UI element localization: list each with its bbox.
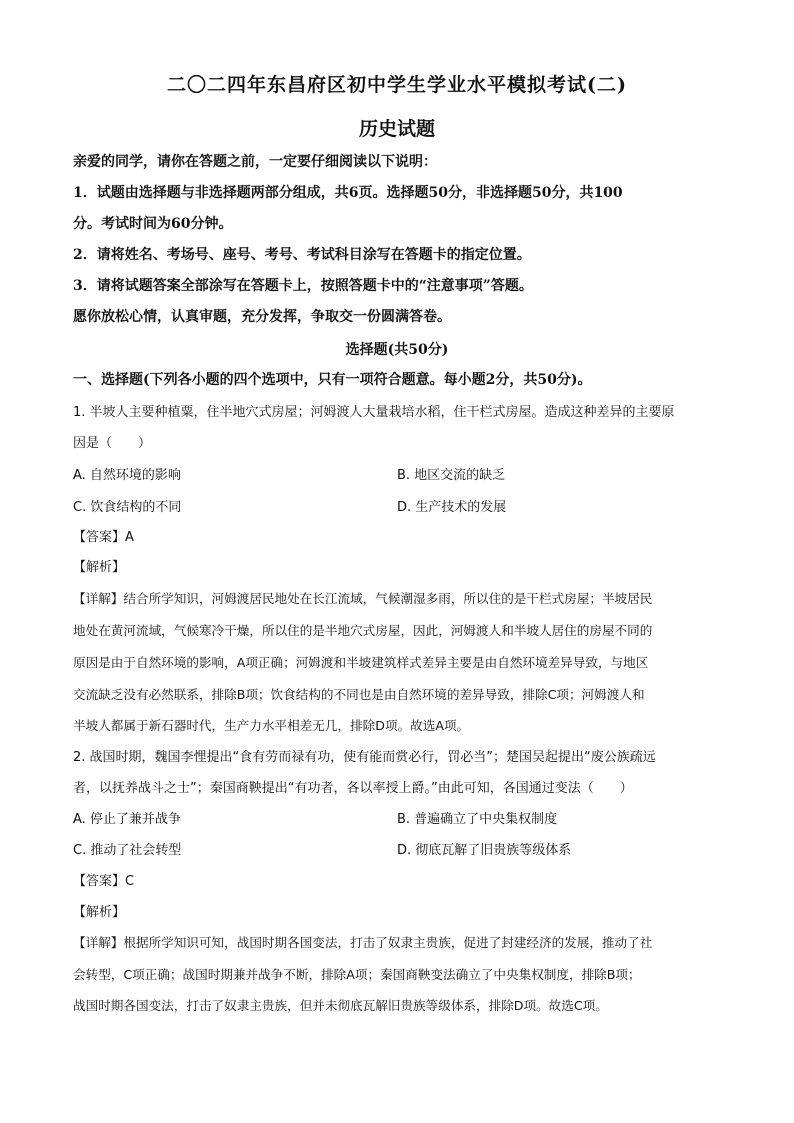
option-a: A. 停止了兼并战争 xyxy=(73,812,181,827)
intro-line: 亲爱的同学，请你在答题之前，一定要仔细阅读以下说明： xyxy=(73,154,437,170)
option-b: B. 普遍确立了中央集权制度 xyxy=(397,812,558,827)
detail-line: 原因是由于自然环境的影响，A项正确；河姆渡和半坡建筑样式差异主要是由自然环境差异导致，与地区 xyxy=(73,655,649,670)
detail-line: 【详解】根据所学知识可知，战国时期各国变法，打击了奴隶主贵族，促进了封建经济的发展，推动了社 xyxy=(73,935,653,950)
analysis-tag: 【解析】 xyxy=(73,560,126,575)
intro-line: 3．请将试题答案全部涂写在答题卡上，按照答题卡中的“注意事项”答题。 xyxy=(73,278,533,294)
detail-line: 战国时期各国变法，打击了奴隶主贵族，但并未彻底瓦解旧贵族等级体系，排除D项。故选C项。 xyxy=(73,998,608,1013)
question-stem: 1. 半坡人主要种植粟，住半地穴式房屋；河姆渡人大量栽培水稻，住干栏式房屋。造成这种差异的主要原 xyxy=(73,405,675,420)
question-stem: 2. 战国时期，魏国李悝提出“食有劳而禄有功，使有能而赏必行，罚必当”；楚国吴起提出“废公族疏远 xyxy=(73,750,656,765)
option-c: C. 推动了社会转型 xyxy=(73,843,182,858)
detail-line: 交流缺乏没有必然联系，排除B项；饮食结构的不同也是由自然环境的差异导致，排除C项；河姆渡人和 xyxy=(73,687,645,702)
option-d: D. 生产技术的发展 xyxy=(397,500,507,515)
exam-subtitle: 历史试题 xyxy=(358,118,435,140)
question-stem: 者，以抚养战斗之士”；秦国商鞅提出“有功者，各以率授上爵。”由此可知，各国通过变法（ ） xyxy=(73,781,633,796)
option-c: C. 饮食结构的不同 xyxy=(73,500,182,515)
detail-line: 【详解】结合所学知识，河姆渡居民地处在长江流域，气候潮湿多雨，所以住的是干栏式房屋；半坡居民 xyxy=(73,591,653,606)
intro-line: 愿你放松心情，认真审题，充分发挥，争取交一份圆满答卷。 xyxy=(73,309,451,325)
detail-line: 地处在黄河流域，气候寒冷干燥，所以住的是半地穴式房屋，因此，河姆渡人和半坡人居住的房屋不同的 xyxy=(73,623,653,638)
section-heading: 选择题(共50分) xyxy=(345,342,449,358)
intro-line: 1．试题由选择题与非选择题两部分组成，共6页。选择题50分，非选择题50分，共100 xyxy=(73,185,623,201)
detail-line: 会转型，C项正确；战国时期兼并战争不断，排除A项；秦国商鞅变法确立了中央集权制度，排除B项； xyxy=(73,967,641,982)
detail-line: 半坡人都属于新石器时代，生产力水平相差无几，排除D项。故选A项。 xyxy=(73,718,470,733)
option-b: B. 地区交流的缺乏 xyxy=(397,468,506,483)
analysis-tag: 【解析】 xyxy=(73,905,126,920)
question-stem: 因是（ ） xyxy=(73,436,152,451)
exam-title: 二〇二四年东昌府区初中学生学业水平模拟考试(二) xyxy=(167,74,627,96)
intro-line: 2．请将姓名、考场号、座号、考号、考试科目涂写在答题卡的指定位置。 xyxy=(73,247,531,263)
answer-tag: 【答案】A xyxy=(73,530,134,545)
answer-tag: 【答案】C xyxy=(73,874,135,889)
option-a: A. 自然环境的影响 xyxy=(73,468,181,483)
section-instruction: 一、选择题(下列各小题的四个选项中，只有一项符合题意。每小题2分，共50分)。 xyxy=(73,372,592,388)
intro-line: 分。考试时间为60分钟。 xyxy=(73,216,233,232)
option-d: D. 彻底瓦解了旧贵族等级体系 xyxy=(397,843,572,858)
